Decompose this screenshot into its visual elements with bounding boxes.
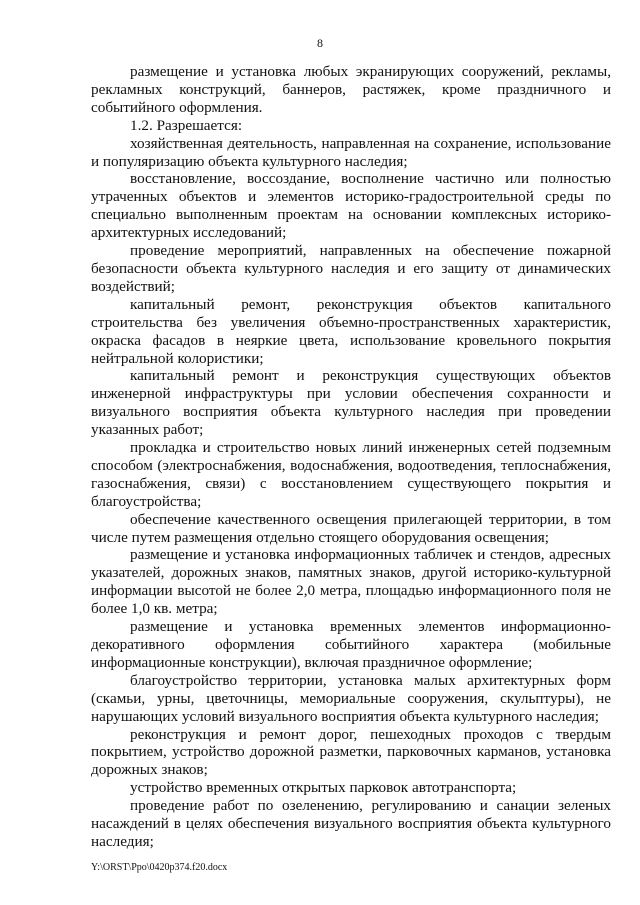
paragraph: проведение работ по озеленению, регулированию и санации зеленых насаждений в целях обеспечения визуального восприятия объекта культурного наследия; — [91, 797, 611, 850]
paragraph: прокладка и строительство новых линий инженерных сетей подземным способом (электроснабжения, водоснабжения, водоотведения, теплоснабжения, газоснабжения, связи) с восстановлением существующего покрытия и благоустройства; — [91, 439, 611, 510]
paragraph: обеспечение качественного освещения прилегающей территории, в том числе путем размещения отдельно стоящего оборудования освещения; — [91, 510, 611, 546]
paragraph: размещение и установка временных элементов информационно-декоративного оформления событийного характера (мобильные информационные конструкции), включая праздничное оформление; — [91, 618, 611, 671]
paragraph: реконструкция и ремонт дорог, пешеходных проходов с твердым покрытием, устройство дорожной разметки, парковочных карманов, установка дорожных знаков; — [91, 725, 611, 779]
paragraph: капитальный ремонт, реконструкция объектов капитального строительства без увеличения объемно-пространственных характеристик, окраска фасадов в неяркие цвета, использование кровельного покрытия нейтральной колористики; — [91, 295, 611, 367]
paragraph: устройство временных открытых парковок автотранспорта; — [130, 779, 517, 797]
paragraph: размещение и установка любых экранирующих сооружений, рекламы, рекламных конструкций, баннеров, растяжек, кроме праздничного и событийного оформления. — [91, 63, 611, 116]
footer-file-path: Y:\ORST\Ppo\0420p374.f20.docx — [91, 862, 228, 873]
page-number: 8 — [317, 36, 323, 50]
section-heading: 1.2. Разрешается: — [130, 116, 243, 134]
paragraph: размещение и установка информационных табличек и стендов, адресных указателей, дорожных знаков, памятных знаков, другой историко-культурной информации высотой не более 2,0 метра, площадью информационного поля не более 1,0 кв. метра; — [91, 546, 611, 618]
paragraph: проведение мероприятий, направленных на обеспечение пожарной безопасности объекта культурного наследия и его защиту от динамических воздействий; — [91, 242, 611, 295]
paragraph: восстановление, воссоздание, восполнение частично или полностью утраченных объектов и элементов историко-градостроительной среды по специально выполненным проектам на основании комплексных историко-архитектурных исследований; — [91, 170, 611, 242]
paragraph: капитальный ремонт и реконструкция существующих объектов инженерной инфраструктуры при условии обеспечения сохранности и визуального восприятия объекта культурного наследия при проведении указанных работ; — [91, 367, 611, 439]
paragraph: благоустройство территории, установка малых архитектурных форм (скамьи, урны, цветочницы, мемориальные сооружения, скульптуры), не нарушающих условий визуального восприятия объекта культурного наследия; — [91, 671, 611, 725]
document-body — [91, 63, 611, 851]
paragraph: хозяйственная деятельность, направленная на сохранение, использование и популяризацию объекта культурного наследия; — [91, 134, 611, 170]
